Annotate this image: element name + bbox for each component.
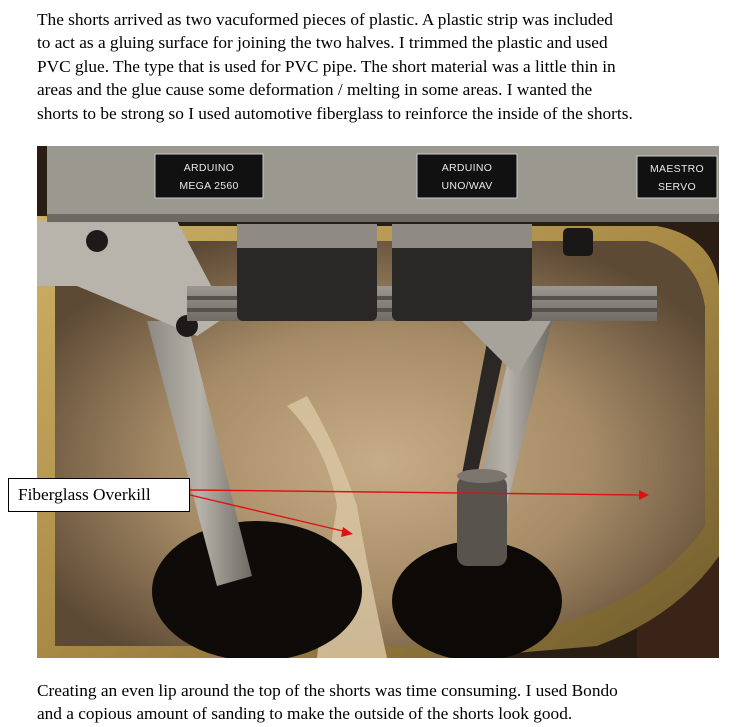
closing-line-1: Creating an even lip around the top of the shorts was time consuming. I used Bondo: [37, 681, 618, 700]
shorts-interior-photo: [37, 146, 719, 658]
photo-illustration: [37, 146, 719, 658]
svg-text:UNO/WAV: UNO/WAV: [441, 180, 493, 192]
closing-paragraph: [37, 679, 737, 726]
svg-text:ARDUINO: ARDUINO: [183, 162, 235, 174]
svg-text:ARDUINO: ARDUINO: [441, 162, 493, 174]
intro-paragraph: [37, 8, 737, 125]
label-arduino-uno: [417, 154, 517, 198]
intro-line-3: PVC glue. The type that is used for PVC pipe. The short material was a little thin in: [37, 56, 616, 76]
cylinder: [457, 476, 507, 566]
closing-line-2: and a copious amount of sanding to make the outside of the shorts look good.: [37, 704, 573, 724]
intro-line-5: shorts to be strong so I used automotive fiberglass to reinforce the inside of the shorts.: [37, 103, 633, 123]
left-leg-hole: [152, 521, 362, 658]
top-plate-edge: [47, 214, 719, 222]
top-plate: [47, 146, 719, 221]
intro-line-2: to act as a gluing surface for joining the two halves. I trimmed the plastic and used: [37, 33, 608, 53]
bolt-1: [86, 230, 108, 252]
module-box-right-top: [392, 224, 532, 248]
intro-line-4: areas and the glue cause some deformation / melting in some areas. I wanted the: [37, 80, 593, 100]
svg-text:MAESTRO: MAESTRO: [649, 163, 705, 175]
cylinder-top: [457, 469, 507, 483]
label-maestro-servo: [637, 156, 717, 198]
intro-line-1: The shorts arrived as two vacuformed pieces of plastic. A plastic strip was included: [37, 10, 613, 29]
label-arduino-mega: [155, 154, 263, 198]
knob: [563, 228, 593, 256]
svg-text:SERVO: SERVO: [657, 181, 697, 193]
module-box-left-top: [237, 224, 377, 248]
fiberglass-callout: Fiberglass Overkill: [8, 478, 190, 512]
svg-text:MEGA 2560: MEGA 2560: [179, 180, 239, 192]
